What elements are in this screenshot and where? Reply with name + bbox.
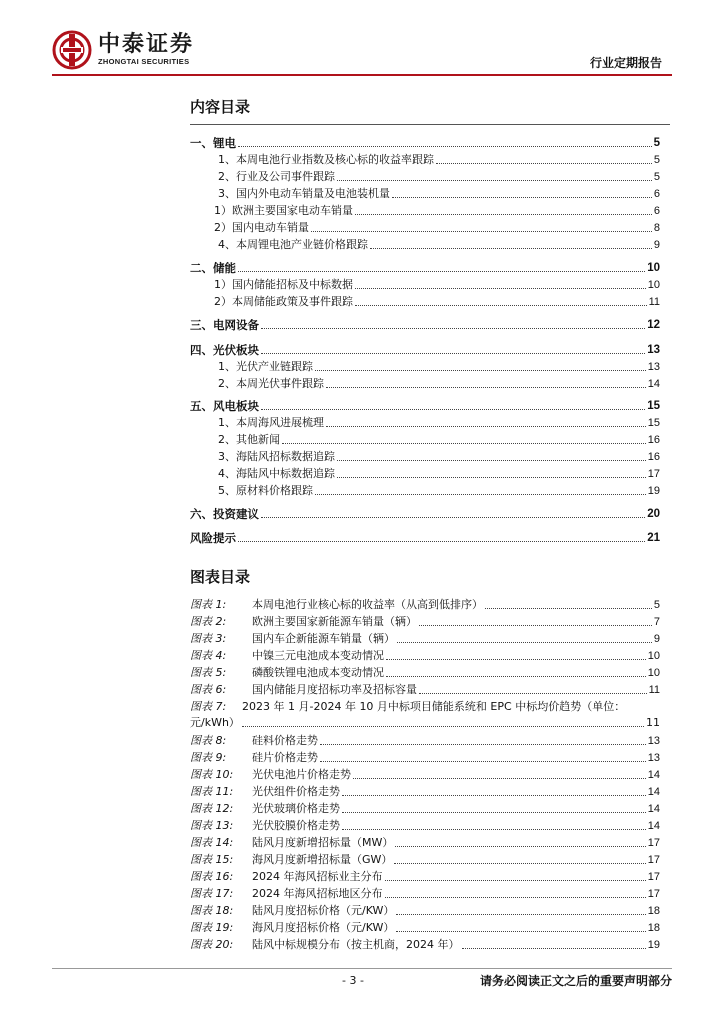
- dot-leader: [419, 625, 652, 626]
- dot-leader: [238, 146, 652, 147]
- dot-leader: [485, 608, 652, 609]
- toc-entry-page: 16: [647, 434, 660, 446]
- figure-number: 图表 10:: [190, 768, 234, 781]
- toc-entry-label: 六、投资建议: [190, 507, 259, 521]
- logo-english-name: ZHONGTAI SECURITIES: [98, 57, 190, 66]
- figure-entry[interactable]: [190, 698, 660, 730]
- toc-entry-page: 6: [653, 205, 660, 217]
- toc-entry-page: 8: [653, 222, 660, 234]
- toc-entry[interactable]: [190, 134, 660, 150]
- figure-label: 本周电池行业核心标的收益率（从高到低排序）: [252, 598, 483, 611]
- figure-entry[interactable]: [190, 596, 660, 612]
- toc-entry-page: 14: [647, 378, 660, 390]
- figure-number: 图表 14:: [190, 836, 234, 849]
- figure-label: 陆风月度新增招标量（MW）: [252, 836, 394, 849]
- toc-entry-label: 1、光伏产业链跟踪: [218, 360, 313, 373]
- toc-entry-page: 13: [647, 344, 660, 356]
- toc-divider: [190, 124, 670, 125]
- figure-number: 图表 11:: [190, 785, 234, 798]
- toc-entry-label: 3、国内外电动车销量及电池装机量: [218, 187, 390, 200]
- figure-label: 国内车企新能源车销量（辆）: [252, 632, 395, 645]
- toc-entry-page: 20: [647, 508, 660, 520]
- figure-label: 中镍三元电池成本变动情况: [252, 649, 384, 662]
- dot-leader: [386, 659, 646, 660]
- figure-entry[interactable]: [190, 902, 660, 918]
- figure-page: 14: [647, 820, 660, 832]
- toc-entry-page: 12: [647, 319, 660, 331]
- figure-entry[interactable]: [190, 749, 660, 765]
- dot-leader: [355, 214, 652, 215]
- dot-leader: [385, 880, 646, 881]
- figure-number: 图表 6:: [190, 683, 227, 696]
- figure-label-continued: 元/kWh）: [190, 716, 240, 729]
- toc-entry-page: 21: [647, 532, 660, 544]
- figure-number: 图表 4:: [190, 649, 227, 662]
- figure-number: 图表 7:: [190, 700, 227, 713]
- toc-entry[interactable]: [190, 293, 660, 309]
- toc-entry[interactable]: [190, 276, 660, 292]
- toc-entry[interactable]: [190, 465, 660, 481]
- toc-entry[interactable]: [190, 185, 660, 201]
- toc-entry[interactable]: [190, 448, 660, 464]
- toc-entry-page: 10: [647, 262, 660, 274]
- toc-entry-page: 17: [647, 468, 660, 480]
- toc-entry[interactable]: [190, 414, 660, 430]
- toc-entry[interactable]: [190, 151, 660, 167]
- figure-label: 硅片价格走势: [252, 751, 318, 764]
- figure-number: 图表 5:: [190, 666, 227, 679]
- figure-label: 欧洲主要国家新能源车销量（辆）: [252, 615, 417, 628]
- figure-number: 图表 1:: [190, 598, 227, 611]
- figure-label: 光伏玻璃价格走势: [252, 802, 340, 815]
- figure-entry[interactable]: [190, 817, 660, 833]
- toc-entry[interactable]: [190, 505, 660, 521]
- figure-entry[interactable]: [190, 681, 660, 697]
- figure-number: 图表 3:: [190, 632, 227, 645]
- figure-number: 图表 17:: [190, 887, 234, 900]
- dot-leader: [462, 948, 646, 949]
- header-divider: [52, 74, 672, 76]
- dot-leader: [395, 846, 645, 847]
- toc-entry[interactable]: [190, 168, 660, 184]
- dot-leader: [355, 305, 647, 306]
- toc-entry-label: 风险提示: [190, 531, 236, 545]
- toc-entry[interactable]: [190, 202, 660, 218]
- figure-page: 14: [647, 769, 660, 781]
- dot-leader: [238, 271, 645, 272]
- dot-leader: [261, 328, 645, 329]
- figure-label: 光伏组件价格走势: [252, 785, 340, 798]
- toc-entry-label: 2）本周储能政策及事件跟踪: [214, 295, 353, 308]
- figure-page: 18: [647, 905, 660, 917]
- dot-leader: [311, 231, 652, 232]
- figure-page: 5: [653, 599, 660, 611]
- figure-number: 图表 15:: [190, 853, 234, 866]
- toc-entry-page: 5: [653, 171, 660, 183]
- toc-entry-page: 6: [653, 188, 660, 200]
- figure-number: 图表 20:: [190, 938, 234, 951]
- dot-leader: [320, 761, 646, 762]
- figure-entry[interactable]: [190, 664, 660, 680]
- dot-leader: [396, 914, 645, 915]
- toc-entry-label: 2、行业及公司事件跟踪: [218, 170, 335, 183]
- dot-leader: [396, 931, 645, 932]
- dot-leader: [315, 494, 646, 495]
- toc-entry-page: 5: [653, 137, 660, 149]
- toc-entry-label: 五、风电板块: [190, 399, 259, 413]
- company-logo: [52, 28, 222, 72]
- figure-entry[interactable]: [190, 766, 660, 782]
- toc-entry-page: 10: [647, 279, 660, 291]
- figure-page: 7: [653, 616, 660, 628]
- footer-disclaimer: 请务必阅读正文之后的重要声明部分: [479, 974, 672, 988]
- logo-chinese-name: 中泰证券: [98, 32, 195, 57]
- dot-leader: [342, 812, 646, 813]
- figure-entry[interactable]: [190, 834, 660, 850]
- figure-number: 图表 8:: [190, 734, 227, 747]
- toc-entry-label: 1、本周电池行业指数及核心标的收益率跟踪: [218, 153, 434, 166]
- figure-label: 国内储能月度招标功率及招标容量: [252, 683, 417, 696]
- figure-page: 17: [647, 837, 660, 849]
- toc-entry-label: 四、光伏板块: [190, 343, 259, 357]
- figure-page: 11: [648, 684, 660, 696]
- dot-leader: [337, 460, 646, 461]
- toc-entry[interactable]: [190, 219, 660, 235]
- toc-entry-page: 9: [653, 239, 660, 251]
- figure-page: 13: [647, 752, 660, 764]
- dot-leader: [436, 163, 652, 164]
- figure-entry[interactable]: [190, 647, 660, 663]
- figure-page: 13: [647, 735, 660, 747]
- figure-entry[interactable]: [190, 919, 660, 935]
- figure-number: 图表 9:: [190, 751, 227, 764]
- toc-entry-page: 16: [647, 451, 660, 463]
- toc-entry[interactable]: [190, 341, 660, 357]
- figure-entry[interactable]: [190, 868, 660, 884]
- toc-entry-label: 一、锂电: [190, 136, 236, 150]
- figure-page: 18: [647, 922, 660, 934]
- toc-entry[interactable]: [190, 529, 660, 545]
- toc-entry-page: 19: [647, 485, 660, 497]
- toc-entry-label: 三、电网设备: [190, 318, 259, 332]
- dot-leader: [397, 642, 652, 643]
- figure-number: 图表 2:: [190, 615, 227, 628]
- page-footer: [52, 966, 672, 990]
- figure-number: 图表 18:: [190, 904, 234, 917]
- figure-label: 海风月度新增招标量（GW）: [252, 853, 393, 866]
- toc-entry-page: 15: [647, 417, 660, 429]
- figure-page: 9: [653, 633, 660, 645]
- dot-leader: [315, 370, 646, 371]
- toc-entry-label: 4、海陆风中标数据追踪: [218, 467, 335, 480]
- figure-label: 光伏胶膜价格走势: [252, 819, 340, 832]
- toc-entry-page: 15: [647, 400, 660, 412]
- dot-leader: [353, 778, 646, 779]
- toc-entry-label: 1、本周海风进展梳理: [218, 416, 324, 429]
- toc-title: 内容目录: [190, 98, 251, 116]
- dot-leader: [386, 676, 646, 677]
- figure-page: 11: [646, 716, 660, 729]
- dot-leader: [392, 197, 652, 198]
- figure-page: 14: [647, 786, 660, 798]
- figure-page: 14: [647, 803, 660, 815]
- figure-entry[interactable]: [190, 732, 660, 748]
- toc-entry-page: 11: [648, 296, 660, 308]
- figure-page: 10: [647, 667, 660, 679]
- figure-label: 2024 年海风招标地区分布: [252, 887, 383, 900]
- figure-page: 17: [647, 888, 660, 900]
- toc-entry-label: 2、本周光伏事件跟踪: [218, 377, 324, 390]
- toc-entry-page: 5: [653, 154, 660, 166]
- figure-label: 海风月度招标价格（元/KW）: [252, 921, 395, 934]
- toc-entry-label: 4、本周锂电池产业链价格跟踪: [218, 238, 368, 251]
- figure-entry[interactable]: [190, 783, 660, 799]
- toc-entry[interactable]: [190, 375, 660, 391]
- figure-entry[interactable]: [190, 800, 660, 816]
- logo-mark-icon: [52, 30, 92, 70]
- figure-label: 硅料价格走势: [252, 734, 318, 747]
- figure-label: 2024 年海风招标业主分布: [252, 870, 383, 883]
- dot-leader: [419, 693, 647, 694]
- dot-leader: [261, 353, 645, 354]
- dot-leader: [337, 477, 646, 478]
- figure-list-title: 图表目录: [190, 568, 251, 586]
- figure-label: 2023 年 1 月-2024 年 10 月中标项目储能系统和 EPC 中标均价趋势（单位：: [242, 700, 626, 713]
- dot-leader: [394, 863, 645, 864]
- dot-leader: [261, 409, 645, 410]
- dot-leader: [337, 180, 652, 181]
- figure-number: 图表 16:: [190, 870, 234, 883]
- toc-entry-label: 二、储能: [190, 261, 236, 275]
- figure-page: 10: [647, 650, 660, 662]
- dot-leader: [242, 726, 644, 727]
- dot-leader: [261, 517, 645, 518]
- page-header: [0, 0, 724, 80]
- dot-leader: [326, 387, 646, 388]
- figure-entry[interactable]: [190, 851, 660, 867]
- page-number: - 3 -: [342, 974, 364, 987]
- figure-number: 图表 12:: [190, 802, 234, 815]
- toc-entry-label: 5、原材料价格跟踪: [218, 484, 313, 497]
- toc-entry[interactable]: [190, 236, 660, 252]
- figure-label: 光伏电池片价格走势: [252, 768, 351, 781]
- figure-page: 19: [647, 939, 660, 951]
- figure-entry[interactable]: [190, 936, 660, 952]
- toc-entry-label: 1）国内储能招标及中标数据: [214, 278, 353, 291]
- toc-entry[interactable]: [190, 316, 660, 332]
- figure-label: 陆风中标规模分布（按主机商，2024 年）: [252, 938, 460, 951]
- dot-leader: [342, 795, 646, 796]
- figure-page: 17: [647, 854, 660, 866]
- toc-entry-label: 1）欧洲主要国家电动车销量: [214, 204, 353, 217]
- toc-entry[interactable]: [190, 259, 660, 275]
- toc-entry-label: 2）国内电动车销量: [214, 221, 309, 234]
- dot-leader: [370, 248, 652, 249]
- dot-leader: [355, 288, 646, 289]
- figure-label: 陆风月度招标价格（元/KW）: [252, 904, 395, 917]
- dot-leader: [282, 443, 646, 444]
- toc-entry-page: 13: [647, 361, 660, 373]
- dot-leader: [326, 426, 646, 427]
- toc-entry[interactable]: [190, 482, 660, 498]
- toc-entry[interactable]: [190, 431, 660, 447]
- report-type-label: 行业定期报告: [589, 56, 662, 70]
- figure-number: 图表 19:: [190, 921, 234, 934]
- figure-entry[interactable]: [190, 630, 660, 646]
- dot-leader: [238, 541, 645, 542]
- figure-label: 磷酸铁锂电池成本变动情况: [252, 666, 384, 679]
- dot-leader: [385, 897, 646, 898]
- toc-entry[interactable]: [190, 397, 660, 413]
- dot-leader: [342, 829, 646, 830]
- toc-entry-label: 3、海陆风招标数据追踪: [218, 450, 335, 463]
- figure-entry[interactable]: [190, 885, 660, 901]
- dot-leader: [320, 744, 646, 745]
- toc-entry-label: 2、其他新闻: [218, 433, 280, 446]
- figure-number: 图表 13:: [190, 819, 234, 832]
- toc-entry[interactable]: [190, 358, 660, 374]
- figure-page: 17: [647, 871, 660, 883]
- figure-entry[interactable]: [190, 613, 660, 629]
